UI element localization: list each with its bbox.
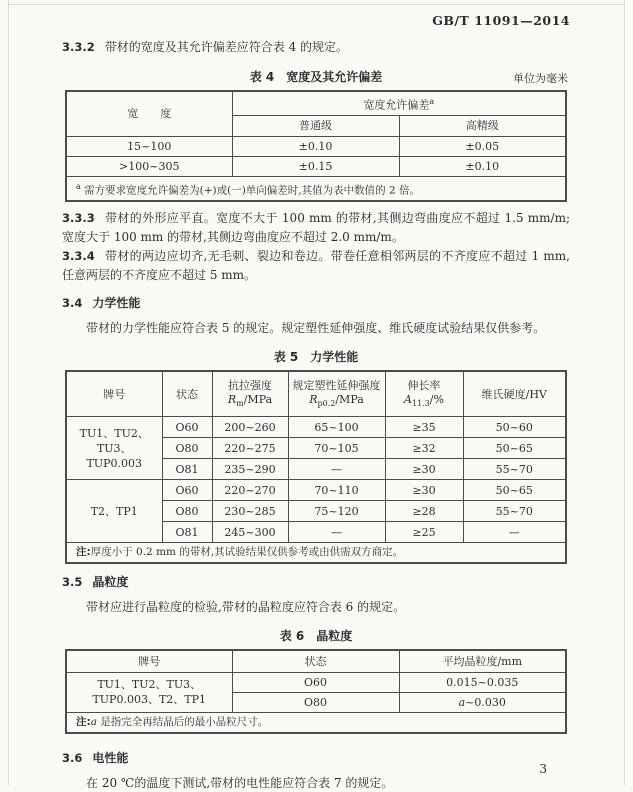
table4-cell: ±0.15 <box>232 156 399 176</box>
grain-size-table <box>65 649 567 734</box>
clause-text: 带材的外形应平直。宽度不大于 100 mm 的带材,其侧边弯曲度应不超过 1.5 mm/m;宽度大于 100 mm 的带材,其侧边弯曲度应不超过 2.0 mm/m。 <box>62 211 570 245</box>
table5-cell: O60 <box>162 417 212 438</box>
table6-cell: a~0.030 <box>399 692 566 712</box>
mechanical-properties-table <box>65 370 567 564</box>
table6-note: 注:a 是指完全再结晶后的最小晶粒尺寸。 <box>66 712 566 733</box>
table4-header-width: 宽 度 <box>66 91 232 136</box>
table6-cell: 0.015~0.035 <box>399 672 566 692</box>
table6-header-grain-size: 平均晶粒度/mm <box>399 650 566 672</box>
heading-title: 力学性能 <box>92 296 141 311</box>
table-row <box>66 156 566 176</box>
table5-cell: 55~70 <box>463 501 566 522</box>
heading-3-5: 3.5 晶粒度 <box>62 575 129 590</box>
table4-cell: ±0.10 <box>399 156 566 176</box>
table6-cell: O60 <box>232 672 399 692</box>
heading-title: 电性能 <box>92 750 129 765</box>
table5-cell: O81 <box>162 459 212 480</box>
table5-cell: ≥25 <box>385 522 463 543</box>
table5-cell: 50~60 <box>463 417 566 438</box>
table5-header-elongation: 伸长率 $A_{11.3}/\%$ <box>385 371 463 417</box>
clause-number: 3.3.3 <box>62 211 95 226</box>
table5-cell: O80 <box>162 501 212 522</box>
table6-caption-row <box>62 627 570 644</box>
table6-header-temper: 状态 <box>232 650 399 672</box>
heading-3-4: 3.4 力学性能 <box>62 296 141 311</box>
table5-cell: ≥30 <box>385 480 463 501</box>
heading-title: 晶粒度 <box>92 575 129 590</box>
clause-text: 带材的宽度及其允许偏差应符合表 4 的规定。 <box>104 40 349 54</box>
table5-cell: 200~260 <box>212 417 288 438</box>
page-content <box>62 0 570 792</box>
table5-cell: 65~100 <box>288 417 385 438</box>
table5-cell: 245~300 <box>212 522 288 543</box>
table5-caption: 表 5 力学性能 <box>273 350 359 365</box>
table4-cell: ±0.10 <box>232 136 399 156</box>
table5-cell: O80 <box>162 438 212 459</box>
table6-note-row <box>66 712 566 733</box>
table5-note-row <box>66 543 566 564</box>
table4-cell: ±0.05 <box>399 136 566 156</box>
table5-caption-row <box>62 348 570 365</box>
table5-cell: O60 <box>162 480 212 501</box>
scan-edge-left <box>8 0 9 785</box>
table4-footnote: $^a$ 需方要求宽度允许偏差为(+)或(一)单向偏差时,其值为表中数值的 2 倍。 <box>66 176 566 201</box>
table5-cell: 55~70 <box>463 459 566 480</box>
table5-header-hardness: 维氏硬度/HV <box>463 371 566 417</box>
table6-grade-cell: TU1、TU2、TU3、 TUP0.003、T2、TP1 <box>66 672 232 712</box>
table5-header-temper: 状态 <box>162 371 212 417</box>
table4-caption-row <box>62 68 570 85</box>
table5-cell: ≥35 <box>385 417 463 438</box>
table5-cell: 70~105 <box>288 438 385 459</box>
table5-cell: 230~285 <box>212 501 288 522</box>
table4-header-tolerance: 宽度允许偏差$^a$ <box>232 91 566 115</box>
table5-cell: 220~275 <box>212 438 288 459</box>
footnote-marker: a <box>429 97 435 106</box>
table5-cell: 220~270 <box>212 480 288 501</box>
table5-cell: 70~110 <box>288 480 385 501</box>
table5-cell: — <box>288 459 385 480</box>
table4-unit-note: 单位为毫米 <box>513 72 568 85</box>
standard-number: GB/T 11091—2014 <box>432 13 570 28</box>
page-number: 3 <box>539 762 547 776</box>
table-row <box>66 672 566 692</box>
table4-cell: >100~305 <box>66 156 232 176</box>
table5-grade-group-2: T2、TP1 <box>66 480 162 543</box>
clause-3-3-2 <box>62 38 570 57</box>
table6-cell: O80 <box>232 692 399 712</box>
table5-header-grade: 牌号 <box>66 371 162 417</box>
table5-cell: ≥30 <box>385 459 463 480</box>
table5-header-tensile: 抗拉强度 $R_m$/MPa <box>212 371 288 417</box>
table4-footnote-row <box>66 176 566 201</box>
clause-3-3-4 <box>62 247 570 285</box>
heading-3-6: 3.6 电性能 <box>62 750 129 765</box>
table5-cell: 50~65 <box>463 480 566 501</box>
table5-cell: 50~65 <box>463 438 566 459</box>
width-tolerance-table <box>65 90 567 202</box>
table-row <box>66 480 566 501</box>
clause-text: 带材的两边应切齐,无毛刺、裂边和卷边。带卷任意相邻两层的不齐度应不超过 1 mm,任意两层的不齐度应不超过 5 mm。 <box>62 249 570 283</box>
table5-cell: 235~290 <box>212 459 288 480</box>
table-row <box>66 136 566 156</box>
clause-number: 3.3.4 <box>62 249 95 264</box>
table5-cell: ≥32 <box>385 438 463 459</box>
clause-number: 3.3.2 <box>62 40 95 54</box>
table5-cell: — <box>463 522 566 543</box>
table4-header-normal-grade: 普通级 <box>232 115 399 136</box>
table5-grade-group-1: TU1、TU2、 TU3、TUP0.003 <box>66 417 162 480</box>
table4-header-high-grade: 高精级 <box>399 115 566 136</box>
scan-edge-right <box>624 0 625 785</box>
table5-cell: 75~120 <box>288 501 385 522</box>
table4-caption: 表 4 宽度及其允许偏差 <box>249 70 383 84</box>
table5-cell: — <box>288 522 385 543</box>
table4-cell: 15~100 <box>66 136 232 156</box>
clause-3-3-3 <box>62 209 570 247</box>
paragraph-3-6: 在 20 ℃的温度下测试,带材的电性能应符合表 7 的规定。 <box>86 775 394 790</box>
table6-header-grade: 牌号 <box>66 650 232 672</box>
table5-cell: ≥28 <box>385 501 463 522</box>
table6-caption: 表 6 晶粒度 <box>279 629 353 644</box>
paragraph-3-5: 带材应进行晶粒度的检验,带材的晶粒度应符合表 6 的规定。 <box>86 600 406 615</box>
paragraph-3-4: 带材的力学性能应符合表 5 的规定。规定塑性延伸强度、维氏硬度试验结果仅供参考。 <box>86 321 546 336</box>
table5-header-proof-strength: 规定塑性延伸强度 $R_{p0.2}$/MPa <box>288 371 385 417</box>
table5-cell: O81 <box>162 522 212 543</box>
footnote-marker: a <box>76 181 81 191</box>
table5-note: 注:厚度小于 0.2 mm 的带材,其试验结果仅供参考或由供需双方商定。 <box>66 543 566 564</box>
table-row <box>66 417 566 438</box>
